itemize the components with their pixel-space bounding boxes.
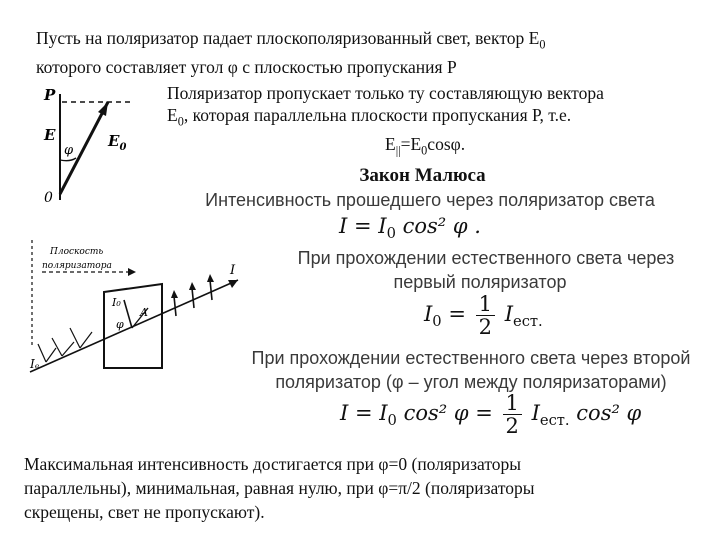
intro-line-2: которого составляет угол φ с плоскостью пропускания Р (36, 56, 457, 77)
label-plane-1: Плоскость (50, 247, 104, 257)
first-polarizer-line-2: первый поляризатор (393, 272, 567, 292)
label-p: P (44, 86, 56, 104)
malus-title: Закон Малюса (359, 165, 486, 186)
conclusion-line-1: Максимальная интенсивность достигается при φ=0 (поляризаторы (24, 454, 521, 474)
label-e: E (44, 126, 56, 144)
label-a: A (140, 306, 148, 319)
label-plane-2: поляризатора (42, 261, 112, 271)
malus-subtitle: Интенсивность прошедшего через поляризатор света (205, 190, 655, 210)
first-polarizer-block (276, 246, 696, 294)
intro-line-1: Пусть на поляризатор падает плоскополяризованный свет, вектор $E_0$ (36, 28, 546, 52)
second-polarizer-block (236, 346, 706, 394)
label-phi: φ (64, 143, 74, 158)
label-i0: I₀ (112, 296, 121, 309)
explain-text (167, 82, 707, 161)
conclusion-line-3: скрещены, свет не пропускают). (24, 502, 265, 522)
phi-arc (60, 158, 76, 161)
plane-pointer-head (128, 268, 136, 276)
first-polarizer-formula: $I_0$ = $\frac{1}{2}$ $I_{ест.}$ (424, 292, 543, 339)
explain-line-1: Поляризатор пропускает только ту составляющую вектора (167, 83, 604, 103)
second-polarizer-line-2: поляризатор (φ – угол между поляризаторами) (275, 372, 667, 392)
label-phi-2: φ (116, 318, 124, 331)
second-polarizer-formula: $I = I_0$ cos² φ = $\frac{1}{2}$ $I_{ест.}$ cos² φ (340, 391, 642, 438)
intro-text (36, 27, 696, 78)
label-i: I (230, 263, 236, 278)
e0-arrowhead (98, 102, 108, 116)
malus-block (200, 164, 700, 248)
polarizer-diagram (28, 240, 260, 380)
conclusion-text (24, 452, 714, 524)
explain-formula: $E_{||}=E_0\cos\varphi$. (385, 133, 466, 157)
label-e0: $E_0$ (108, 132, 127, 153)
label-origin: 0 (44, 190, 53, 206)
explain-line-2: $E_0$, которая параллельна плоскости пропускания Р, т.е. (167, 105, 572, 129)
malus-formula: $I = I_0$ cos² φ . (339, 214, 481, 243)
vector-diagram (38, 82, 158, 212)
label-ie: Iₑ (30, 357, 40, 371)
first-polarizer-line-1: При прохождении естественного света через (297, 248, 675, 268)
conclusion-line-2: параллельны), минимальная, равная нулю, при φ=π/2 (поляризаторы (24, 478, 535, 498)
second-polarizer-line-1: При прохождении естественного света через второй (251, 348, 691, 368)
